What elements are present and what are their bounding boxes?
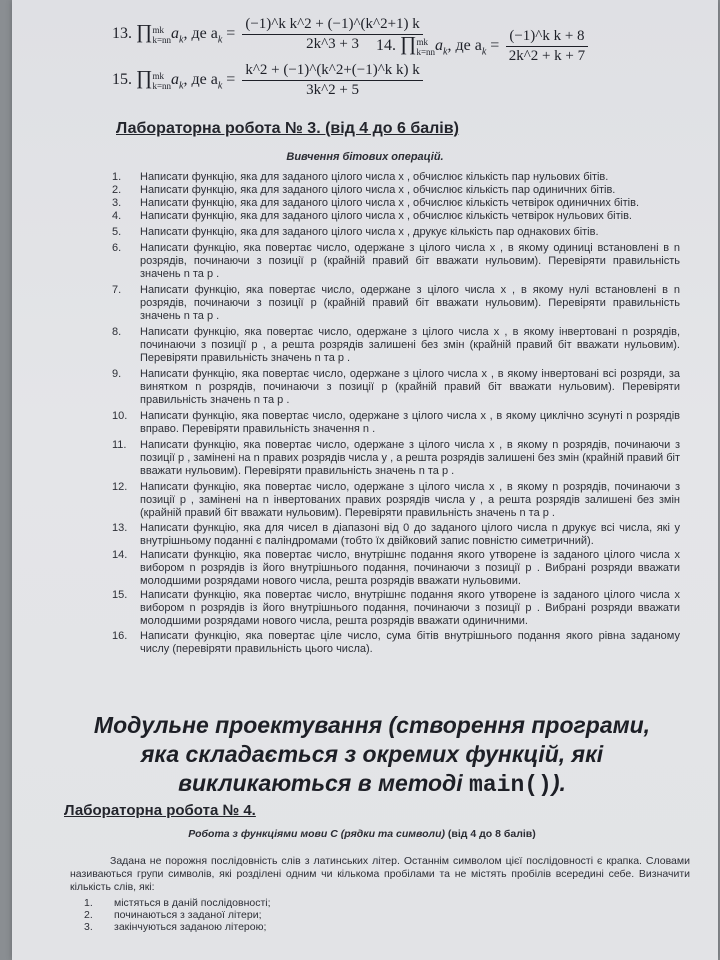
list-text: містяться в даній послідовності; [114,897,271,909]
task-item [112,589,680,628]
task-number: 2. [112,184,122,196]
task-number: 13. [112,522,128,534]
list-number: 2. [84,909,93,921]
task-item [112,184,680,197]
task-number: 10. [112,410,128,422]
task-item [112,549,680,588]
heading-line: яка складається з окремих функцій, які [140,741,604,767]
document-page [12,0,718,960]
task-text: Написати функцію, яка повертає число, внутрішнє подання якого утворене із заданого цілого числа x вибором n розрядів із його внутрішнього подання, починаючи з позиції p . Вибрані розряди вважати молодшими розрядами нового числа, решта розрядів вважати нульовими. [140,549,680,587]
section-heading [42,711,702,800]
task-item [112,326,680,365]
task-number: 1. [112,171,122,183]
task-number: 5. [112,226,122,238]
list-text: закінчуються заданою літерою; [114,921,267,933]
task-number: 8. [112,326,122,338]
formula-number: 13. [112,25,132,43]
fraction-denominator: 3k^2 + 5 [306,82,360,98]
task-number: 12. [112,481,128,493]
task-item [112,410,680,436]
task-item [112,630,680,656]
list-number: 3. [84,921,93,933]
task-number: 16. [112,630,128,642]
fraction-numerator: (−1)^k k + 8 [506,28,587,47]
task-text: Написати функцію, яка для заданого цілого числа x , обчислює кількість пар нульових бітів. [140,171,609,183]
task-text: Написати функцію, яка для заданого цілого числа x , обчислює кількість пар одиничних бітів. [140,184,616,196]
task-text: Написати функцію, яка повертає число, одержане з цілого числа x , в якому n розрядів, починаючи з позиції p , замінені на n правих розрядів числа y , а решта розрядів залишені без змін (крайній правий біт вважати нульовим). Перевіряти правильність значень n та p . [140,439,680,477]
task-text: Написати функцію, яка повертає число, одержане з цілого числа x , в якому нулі встановлені в n розрядів, починаючи з позиції p (крайній правий біт вважати нульовим). Перевіряти правильність значень n та p . [140,284,680,322]
formula-number: 15. [112,71,132,89]
task-text: Написати функцію, яка повертає число, одержане з цілого числа x , в якому інвертовані всі розряди, за винятком n розрядів, починаючи з позиції p (крайній правий біт вважати нульовим). Перевіряти правильність значень n та p . [140,368,680,406]
formula-text: , де a [183,71,218,89]
task-item [112,226,680,239]
formula-text: , де a [183,25,218,43]
lab4-list-item [84,909,271,921]
task-item [112,197,680,210]
fraction-numerator: (−1)^k k^2 + (−1)^(k^2+1) k [242,16,422,35]
task-text: Написати функцію, яка повертає число, одержане з цілого числа x , в якому n розрядів, починаючи з позиції p , замінені на n інвертованих правих розрядів числа y , а решта розрядів залишені без змін (крайній правий біт вважати нульовим). Перевіряти правильність значень n та p . [140,481,680,519]
lab3-title: Лабораторна робота № 3. (від 4 до 6 балів) [116,120,459,137]
code-main: main() [469,772,552,798]
task-item [112,481,680,520]
formula-number: 14. [376,37,396,55]
heading-line: Модульне проектування (створення програми, [93,712,651,738]
task-text: Написати функцію, яка для заданого цілого числа x , обчислює кількість четвірок одиничних бітів. [140,197,640,209]
task-text: Написати функцію, яка повертає число, одержане з цілого числа x , в якому циклічно зсунуті n розрядів вправо. Перевіряти правильність значення n . [140,410,680,435]
task-text: Написати функцію, яка для заданого цілого числа x , обчислює кількість четвірок нульових бітів. [140,210,632,222]
lab4-title: Лабораторна робота № 4. [64,802,256,819]
lab4-subtitle-topic: Робота з функціями мови С (рядки та символи) [188,828,445,840]
task-item [112,284,680,323]
task-item [112,171,680,184]
task-item [112,522,680,548]
heading-line: викликаються в методі main()). [178,770,566,798]
lab4-subtitle [12,828,712,840]
fraction-denominator: 2k^2 + k + 7 [508,48,586,64]
task-number: 15. [112,589,128,601]
fraction-numerator: k^2 + (−1)^(k^2+(−1)^k k) k [242,62,422,81]
task-number: 7. [112,284,122,296]
lab4-subtitle-points: (від 4 до 8 балів) [447,828,536,840]
task-number: 14. [112,549,128,561]
task-number: 3. [112,197,122,209]
task-text: Написати функцію, яка повертає число, одержане з цілого числа x , в якому інвертовані n розрядів, починаючи з позиції p , а решта розрядів залишені без змін (крайній правий біт вважати нульовим). Перевіряти правильність значень n та p . [140,326,680,364]
lab4-list [84,897,271,933]
task-item [112,368,680,407]
lab3-task-list [112,171,680,656]
task-item [112,242,680,281]
task-text: Написати функцію, яка для заданого цілого числа x , друкує кількість пар однакових бітів. [140,226,599,238]
task-text: Написати функцію, яка для чисел в діапазоні від 0 до заданого цілого числа n друкує всі числа, які у внутрішньому поданні є паліндромами (тобто їх двійковий запис повністю симетричний). [140,522,680,547]
lab4-list-item [84,897,271,909]
fraction-denominator: 2k^3 + 3 [306,36,360,52]
lab3-subtitle: Вивчення бітових операцій. [286,151,444,163]
task-text: Написати функцію, яка повертає ціле число, сума бітів внутрішнього подання якого рівна заданому числу (перевіряти правильність цього числа). [140,630,680,655]
list-number: 1. [84,897,93,909]
lab4-paragraph: Задана не порожня послідовність слів з латинських літер. Останнім символом цієї послідовності є крапка. Словами називаються групи символів, які розділені одним чи кількома пробілами та не містять пробілів всередині себе. Визначити кількість слів, які: [70,855,690,893]
formula-15: 15. ∏mk k=nna$_k$, де $a_k$ = $\frac{\text{k\textasciicircum{}2 + (−1)\textasciicircum{}(k\textasciicircum{}2+(−1)\textasciicircum{}k k) k}}{3k\^{}2 + 5}$ [112,62,426,99]
lab4-list-item [84,921,271,933]
task-number: 4. [112,210,122,222]
formula-13: 13. ∏mk k=nna$_k$, де $a_k$ = $\frac{\text{(−1)\textasciicircum{}k k\textasciicircum{}2 + (−1)\textasciicircum{}(k\textasciicircum{}2+1) k}}{2k\^{}3 + 3}$ [112,16,426,53]
task-number: 6. [112,242,122,254]
task-text: Написати функцію, яка повертає число, внутрішнє подання якого утворене із заданого цілого числа x вибором n розрядів із його внутрішнього подання, починаючи з позиції p . Вибрані розряди вважати молодшими розрядами нового числа, решта розрядів вважати одиничними. [140,589,680,627]
task-number: 11. [112,439,127,451]
task-number: 9. [112,368,122,380]
task-item [112,210,680,223]
task-item [112,439,680,478]
task-text: Написати функцію, яка повертає число, одержане з цілого числа x , в якому одиниці встановлені в n розрядів, починаючи з позиції p (крайній правий біт вважати нульовим). Перевіряти правильність значень n та p . [140,242,680,280]
formula-text: , де a [447,37,482,55]
list-text: починаються з заданої літери; [114,909,262,921]
formula-14: 14. ∏mk k=nna$_k$, де $a_k$ = $\frac{\text{(−1)\textasciicircum{}k k + 8}}{2k\^{}2 + k + 7}$ [376,28,591,65]
